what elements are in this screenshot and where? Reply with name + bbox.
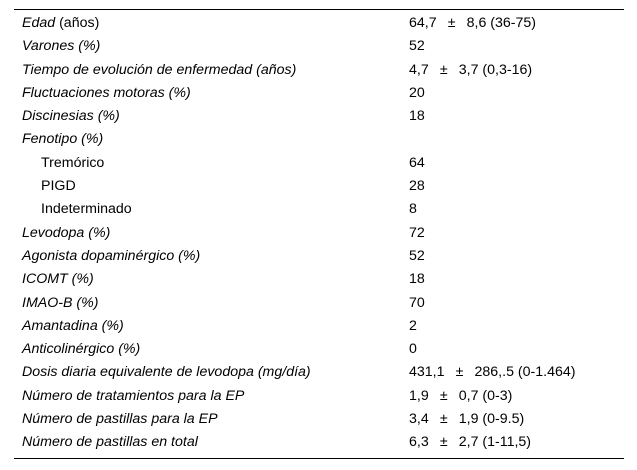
- row-label-italic: Levodopa (%): [22, 224, 111, 241]
- row-value: [409, 152, 624, 175]
- row-value: [409, 82, 624, 105]
- table-body: [14, 10, 624, 455]
- row-value: [409, 59, 624, 82]
- table-row: [14, 385, 624, 408]
- row-value: [409, 222, 624, 245]
- table-row: [14, 198, 624, 221]
- data-table-container: [14, 9, 624, 459]
- mean-value: 431,1: [409, 364, 445, 381]
- row-label: [14, 105, 409, 128]
- row-label: [14, 222, 409, 245]
- row-label: [14, 82, 409, 105]
- mean-value: 3,4: [409, 411, 429, 428]
- row-label-italic: Número de pastillas en total: [22, 434, 198, 451]
- mean-value: 4,7: [409, 61, 429, 78]
- mean-value: 64,7: [409, 15, 437, 31]
- row-value: [409, 292, 624, 315]
- row-label: [14, 408, 409, 431]
- cell-value: 18: [409, 271, 425, 288]
- cell-value: 2: [409, 317, 417, 334]
- demographics-table: [14, 10, 624, 455]
- table-row: [14, 315, 624, 338]
- plus-minus-symbol: ±: [439, 434, 448, 451]
- row-label-plain: PIGD: [41, 178, 76, 195]
- cell-value: 28: [409, 178, 425, 195]
- row-label: [14, 315, 409, 338]
- row-value: [409, 385, 624, 408]
- row-label-italic: Dosis diaria equivalente de levodopa (mg/día): [22, 364, 311, 381]
- bottom-rule: [14, 458, 624, 459]
- row-label: [14, 175, 409, 198]
- row-label: [14, 385, 409, 408]
- row-label: [14, 128, 409, 151]
- table-row: [14, 128, 624, 151]
- row-label: [14, 10, 409, 35]
- row-label-italic: Número de pastillas para la EP: [22, 411, 218, 428]
- row-label-plain: (años): [55, 15, 100, 31]
- table-row: [14, 175, 624, 198]
- row-label-italic: Tiempo de evolución de enfermedad (años): [22, 61, 297, 78]
- sd-range-value: 1,9 (0-9.5): [458, 411, 525, 428]
- row-value: [409, 431, 624, 454]
- sd-range-value: 3,7 (0,3-16): [458, 61, 533, 78]
- sd-range-value: 0,7 (0-3): [458, 387, 513, 404]
- row-label-italic: Amantadina (%): [22, 317, 124, 334]
- row-value: [409, 245, 624, 268]
- row-label: [14, 431, 409, 454]
- mean-value: 6,3: [409, 434, 429, 451]
- plus-minus-symbol: ±: [439, 61, 448, 78]
- table-row: [14, 245, 624, 268]
- row-value: [409, 105, 624, 128]
- row-label-italic: Discinesias (%): [22, 108, 120, 125]
- row-label-italic: IMAO-B (%): [22, 294, 99, 311]
- cell-value: 52: [409, 38, 425, 55]
- row-value: [409, 10, 624, 35]
- cell-value: 18: [409, 108, 425, 125]
- row-value: [409, 268, 624, 291]
- table-row: [14, 338, 624, 361]
- plus-minus-symbol: ±: [439, 387, 448, 404]
- cell-value: 0: [409, 341, 417, 358]
- row-label-plain: Tremórico: [41, 154, 105, 171]
- cell-value: 72: [409, 224, 425, 241]
- row-label-italic: ICOMT (%): [22, 271, 94, 288]
- row-value: [409, 315, 624, 338]
- plus-minus-symbol: ±: [447, 15, 456, 31]
- cell-value: 70: [409, 294, 425, 311]
- row-value: [409, 35, 624, 58]
- row-label-italic: Varones (%): [22, 38, 101, 55]
- table-row: [14, 268, 624, 291]
- row-label-italic: Número de tratamientos para la EP: [22, 387, 245, 404]
- table-row: [14, 105, 624, 128]
- row-label-italic: Anticolinérgico (%): [22, 341, 141, 358]
- cell-value: 64: [409, 154, 425, 171]
- row-value: [409, 408, 624, 431]
- row-label-italic: Agonista dopaminérgico (%): [22, 247, 201, 264]
- table-row: [14, 292, 624, 315]
- row-value: [409, 175, 624, 198]
- plus-minus-symbol: ±: [455, 364, 464, 381]
- table-row: [14, 152, 624, 175]
- sd-range-value: 8,6 (36-75): [466, 15, 537, 31]
- table-row: [14, 361, 624, 384]
- table-row: [14, 82, 624, 105]
- table-row: [14, 35, 624, 58]
- row-label: [14, 152, 409, 175]
- row-label: [14, 292, 409, 315]
- row-value: [409, 338, 624, 361]
- row-label: [14, 268, 409, 291]
- table-row: [14, 10, 624, 35]
- plus-minus-symbol: ±: [439, 411, 448, 428]
- mean-value: 1,9: [409, 387, 429, 404]
- row-label-plain: Indeterminado: [41, 201, 132, 218]
- row-label: [14, 245, 409, 268]
- table-row: [14, 408, 624, 431]
- table-row: [14, 222, 624, 245]
- row-label: [14, 35, 409, 58]
- sd-range-value: 286,.5 (0-1.464): [474, 364, 576, 381]
- row-label: [14, 59, 409, 82]
- cell-value: 52: [409, 247, 425, 264]
- cell-value: 20: [409, 84, 425, 101]
- sd-range-value: 2,7 (1-11,5): [458, 434, 532, 451]
- row-value: [409, 198, 624, 221]
- row-label: [14, 338, 409, 361]
- row-value: [409, 361, 624, 384]
- row-label-italic: Fenotipo (%): [22, 131, 104, 148]
- row-value: [409, 128, 624, 151]
- row-label-italic: Fluctuaciones motoras (%): [22, 84, 191, 101]
- cell-value: 8: [409, 201, 417, 218]
- row-label: [14, 361, 409, 384]
- row-label-italic: Edad: [22, 15, 56, 31]
- table-row: [14, 431, 624, 454]
- row-label: [14, 198, 409, 221]
- table-row: [14, 59, 624, 82]
